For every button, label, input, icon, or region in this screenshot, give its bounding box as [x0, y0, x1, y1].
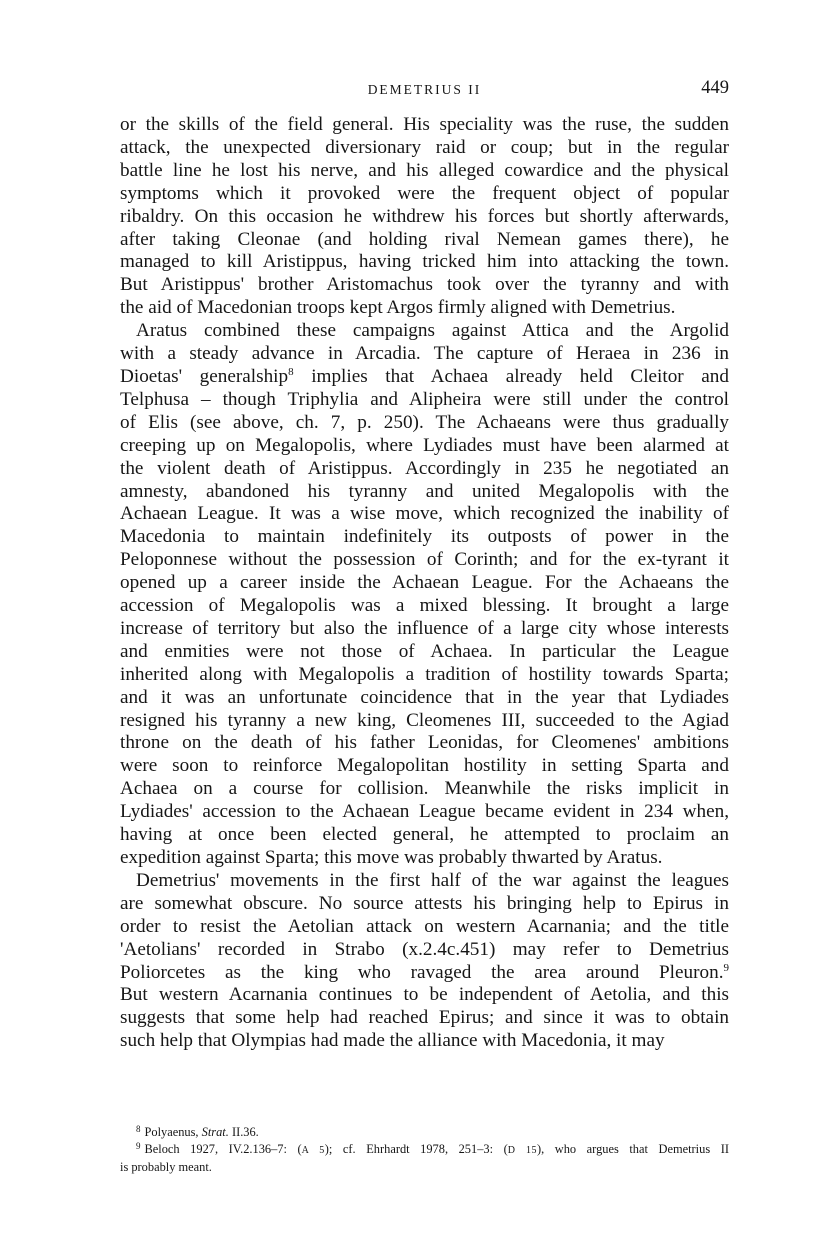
text-line: amnesty, abandoned his tyranny and united Megalopolis with the — [120, 480, 729, 502]
text-line: after taking Cleonae (and holding rival Nemean games there), he — [120, 228, 729, 250]
text-line: symptoms which it provoked were the frequent object of popular — [120, 182, 729, 204]
footnote-text: ), who argues that Demetrius II — [536, 1142, 729, 1156]
text-line: inherited along with Megalopolis a tradition of hostility towards Sparta; — [120, 663, 729, 685]
footnote-mark: 9 — [136, 1141, 141, 1151]
page-number: 449 — [701, 78, 729, 98]
text-line: are somewhat obscure. No source attests his bringing help to Epirus in — [120, 892, 729, 914]
text-line: Aratus combined these campaigns against Attica and the Argolid — [136, 320, 729, 342]
footnote-text: Beloch 1927, IV.2.136–7: ( — [144, 1142, 302, 1156]
footnotes — [120, 1124, 729, 1176]
footnote-ref: D 15 — [507, 1145, 537, 1156]
text-line: creeping up on Megalopolis, where Lydiades must have been alarmed at — [120, 434, 729, 456]
text-line-with-footnote — [120, 366, 729, 389]
running-title: DEMETRIUS II — [367, 82, 482, 97]
text-line: ribaldry. On this occasion he withdrew his forces but shortly afterwards, — [120, 205, 729, 227]
text-line: managed to kill Aristippus, having tricked him into attacking the town. — [120, 251, 729, 273]
text-line: such help that Olympias had made the alliance with Macedonia, it may — [120, 1030, 665, 1052]
text-line: But western Acarnania continues to be independent of Aetolia, and this — [120, 984, 729, 1006]
text-segment: implies that Achaea already held Cleitor and — [293, 365, 729, 387]
text-line: were soon to reinforce Megalopolitan hostility in setting Sparta and — [120, 755, 729, 777]
text-line: order to resist the Aetolian attack on western Acarnania; and the title — [120, 915, 729, 937]
footnote — [120, 1124, 729, 1141]
text-line: the aid of Macedonian troops kept Argos firmly aligned with Demetrius. — [120, 297, 676, 319]
text-line: Achaean League. It was a wise move, which recognized the inability of — [120, 503, 729, 525]
text-line: and enmities were not those of Achaea. In particular the League — [120, 640, 729, 662]
footnote-mark: 8 — [136, 1124, 141, 1134]
text-line: 'Aetolians' recorded in Strabo (x.2.4c.451) may refer to Demetrius — [120, 938, 729, 960]
text-line: suggests that some help had reached Epirus; and since it was to obtain — [120, 1007, 729, 1029]
text-line-with-footnote — [120, 962, 729, 985]
text-line: Lydiades' accession to the Achaean League became evident in 234 when, — [120, 801, 729, 823]
text-line: Peloponnese without the possession of Corinth; and for the ex-tyrant it — [120, 549, 729, 571]
text-segment: Dioetas' generalship — [120, 365, 289, 387]
text-line: But Aristippus' brother Aristomachus took over the tyranny and with — [120, 274, 729, 296]
text-line: expedition against Sparta; this move was probably thwarted by Aratus. — [120, 847, 663, 868]
body-text — [120, 114, 729, 1053]
footnote-text: II.36. — [228, 1125, 259, 1139]
running-head — [120, 76, 729, 100]
text-line: Telphusa – though Triphylia and Alipheira were still under the control — [120, 388, 729, 410]
text-line: Demetrius' movements in the first half of the war against the leagues — [136, 869, 729, 891]
text-line: Achaea on a course for collision. Meanwhile the risks implicit in — [120, 778, 729, 800]
footnote-marker: 8 — [288, 365, 294, 378]
footnote-marker: 9 — [723, 961, 729, 974]
text-line: resigned his tyranny a new king, Cleomenes III, succeeded to the Agiad — [120, 709, 729, 731]
text-line: attack, the unexpected diversionary raid or coup; but in the regular — [120, 136, 729, 158]
text-line: having at once been elected general, he attempted to proclaim an — [120, 824, 729, 846]
text-line: increase of territory but also the influence of a large city whose interests — [120, 617, 729, 639]
footnote-text: ); cf. Ehrhardt 1978, 251–3: ( — [324, 1142, 508, 1156]
text-line: or the skills of the field general. His speciality was the ruse, the sudden — [120, 114, 729, 135]
text-line: battle line he lost his nerve, and his alleged cowardice and the physical — [120, 159, 729, 181]
text-line: Macedonia to maintain indefinitely its outposts of power in the — [120, 526, 729, 548]
text-line: accession of Megalopolis was a mixed blessing. It brought a large — [120, 595, 729, 617]
footnote-italic: Strat. — [201, 1125, 229, 1139]
footnote-continuation: is probably meant. — [120, 1160, 212, 1174]
text-line: with a steady advance in Arcadia. The capture of Heraea in 236 in — [120, 343, 729, 365]
text-line: and it was an unfortunate coincidence that in the year that Lydiades — [120, 686, 729, 708]
text-line: throne on the death of his father Leonidas, for Cleomenes' ambitions — [120, 732, 729, 754]
footnote-text: Polyaenus, — [144, 1125, 202, 1139]
text-line: of Elis (see above, ch. 7, p. 250). The Achaeans were thus gradually — [120, 411, 729, 433]
footnote — [120, 1141, 729, 1159]
footnote-ref: A 5 — [301, 1145, 325, 1156]
text-segment: Poliorcetes as the king who ravaged the area around Pleuron. — [120, 961, 724, 983]
text-line: opened up a career inside the Achaean League. For the Achaeans the — [120, 572, 729, 594]
text-line: the violent death of Aristippus. Accordingly in 235 he negotiated an — [120, 457, 729, 479]
